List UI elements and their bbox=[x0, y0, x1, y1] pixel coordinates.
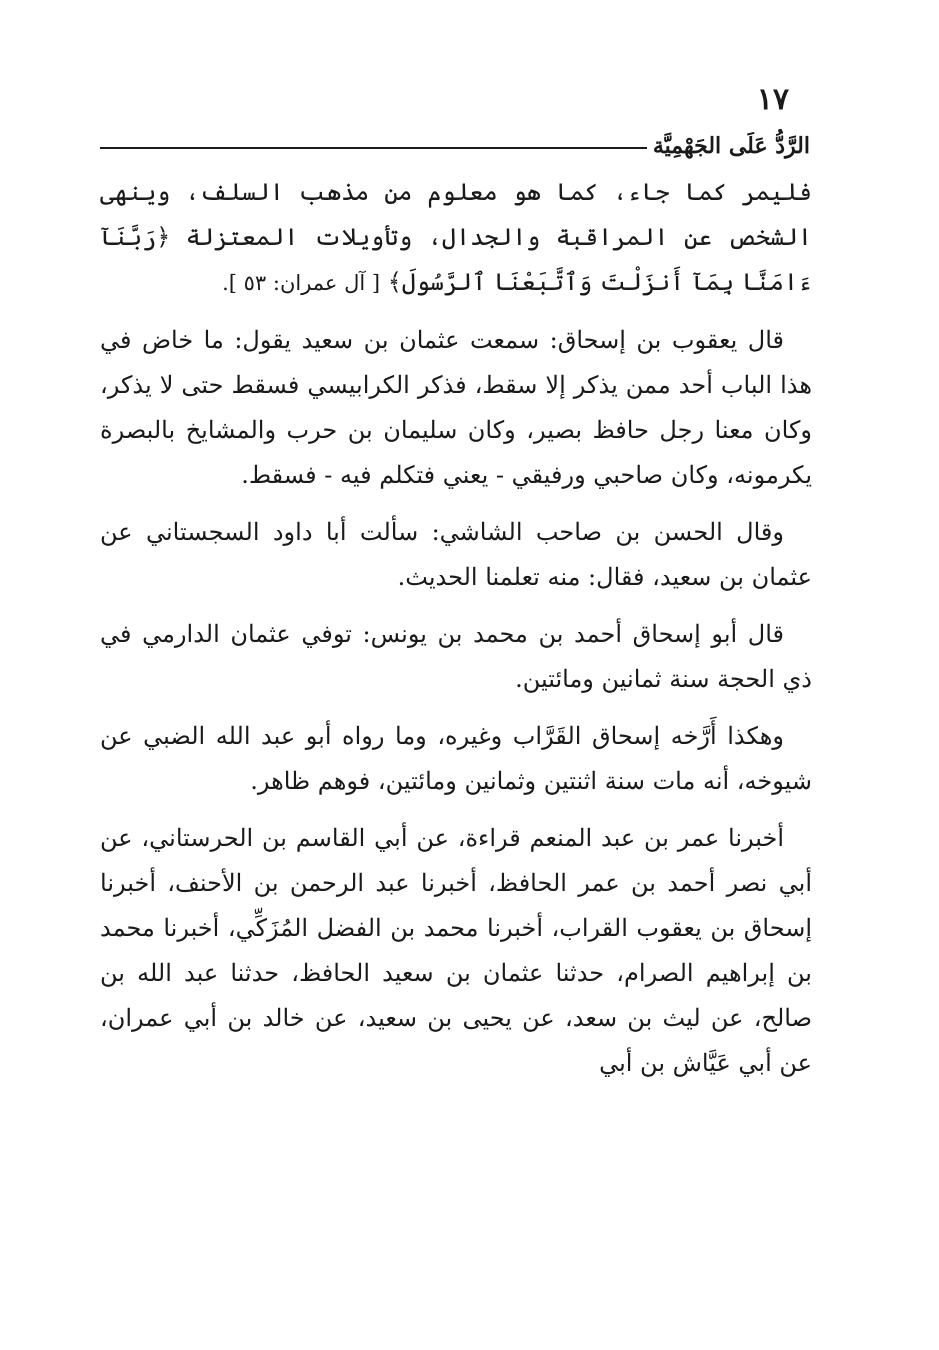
running-title: الرَّدُّ عَلَى الجَهْمِيَّة bbox=[652, 133, 810, 159]
paragraph-6: أخبرنا عمر بن عبد المنعم قراءة، عن أبي القاسم بن الحرستاني، عن أبي نصر أحمد بن عمر الحافظ، أخبرنا عبد الرحمن بن الأحنف، أخبرنا إسحاق بن يعقوب القراب، أخبرنا محمد بن الفضل المُزَكِّي، أخبرنا محمد بن إبراهيم الصرام، حدثنا عثمان بن سعيد الحافظ، حدثنا عبد الله بن صالح، عن ليث بن سعد، عن يحيى بن سعيد، عن خالد بن أبي عمران، عن أبي عَيَّاش بن أبي bbox=[100, 824, 813, 1077]
paragraph-4: قال أبو إسحاق أحمد بن محمد بن يونس: توفي عثمان الدارمي في ذي الحجة سنة ثمانين ومائتين. bbox=[100, 620, 812, 693]
running-header bbox=[100, 126, 810, 166]
paragraph-2: قال يعقوب بن إسحاق: سمعت عثمان بن سعيد يقول: ما خاض في هذا الباب أحد ممن يذكر إلا سقط، فذكر الكرابيسي فسقط حتى لا يذكر، وكان معنا رجل حافظ بصير، وكان سليمان بن حرب والمشايخ بالبصرة يكرمونه، وكان صاحبي ورفيقي - يعني فتكلم فيه - فسقط. bbox=[100, 326, 812, 489]
paragraph-5: وهكذا أَرَّخه إسحاق القَرَّاب وغيره، وما رواه أبو عبد الله الضبي عن شيوخه، أنه مات سنة اثنتين وثمانين ومائتين، فوهم ظاهر. bbox=[100, 722, 812, 795]
text-body bbox=[100, 170, 812, 1098]
page-number: ١٧ bbox=[756, 82, 789, 117]
quran-reference: [ آل عمران: ٥٣ ]. bbox=[222, 271, 381, 295]
paragraph-1 bbox=[100, 170, 812, 306]
paragraph-1-text: فليمر كما جاء، كما هو معلوم من مذهب السلف، وينهى الشخص عن المراقبة والجدال، وتأويلات المعتزلة ﴿رَبَّنَآ ءَامَنَّا بِمَآ أَنزَلْتَ وَٱتَّبَعْنَا ٱلرَّسُولَ﴾ bbox=[100, 178, 812, 296]
paragraph-3: وقال الحسن بن صاحب الشاشي: سألت أبا داود السجستاني عن عثمان بن سعيد، فقال: منه تعلمنا الحديث. bbox=[100, 518, 812, 591]
header-rule bbox=[100, 147, 647, 149]
